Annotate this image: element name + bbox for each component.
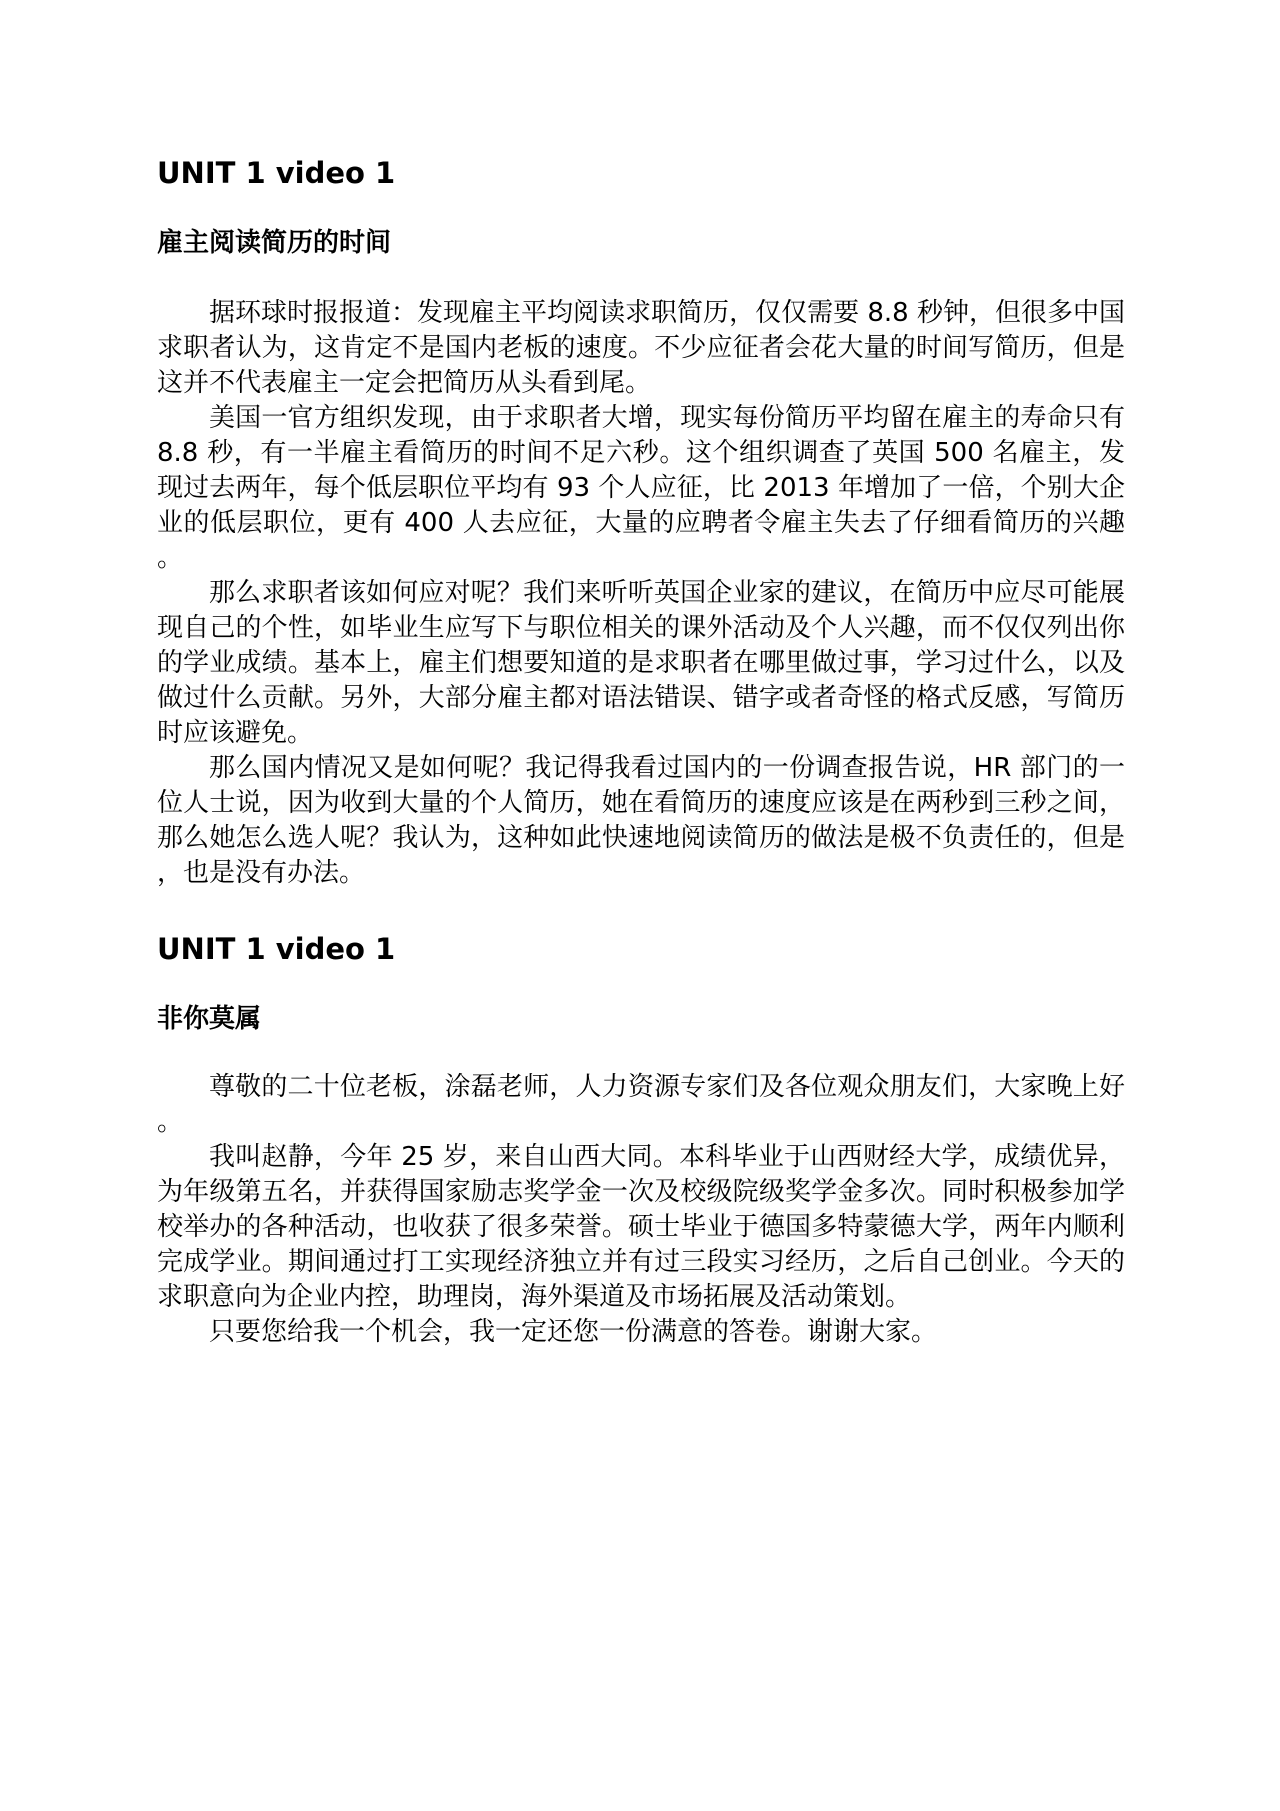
paragraph: 我叫赵静，今年 25 岁，来自山西大同。本科毕业于山西财经大学，成绩优异，为年级第五名，并获得国家励志奖学金一次及校级院级奖学金多次。同时积极参加学校举办的各种活动，也收获了很多荣誉。硕士毕业于德国多特蒙德大学，两年内顺利完成学业。期间通过打工实现经济独立并有过三段实习经历，之后自己创业。今天的求职意向为企业内控，助理岗，海外渠道及市场拓展及活动策划。 [157,1142,1125,1312]
paragraph: 据环球时报报道：发现雇主平均阅读求职简历，仅仅需要 8.8 秒钟，但很多中国求职者认为，这肯定不是国内老板的速度。不少应征者会花大量的时间写简历，但是这并不代表雇主一定会把简历从头看到尾。 [157,298,1125,398]
paragraph: 美国一官方组织发现，由于求职者大增，现实每份简历平均留在雇主的寿命只有 8.8 秒，有一半雇主看简历的时间不足六秒。这个组织调查了英国 500 名雇主，发现过去两年，每个低层职位平均有 93 个人应征，比 2013 年增加了一倍，个别大企业的低层职位，更有 400 人去应征，大量的应聘者令雇主失去了仔细看简历的兴趣。 [157,403,1126,573]
article-title: 雇主阅读简历的时间 [157,228,392,258]
paragraph: 只要您给我一个机会，我一定还您一份满意的答卷。谢谢大家。 [209,1317,938,1347]
article-body [157,296,1125,891]
article-body [157,1070,1125,1350]
section-heading: UNIT 1 video 1 [157,932,396,966]
paragraph: 那么求职者该如何应对呢？我们来听听英国企业家的建议，在简历中应尽可能展现自己的个性，如毕业生应写下与职位相关的课外活动及个人兴趣，而不仅仅列出你的学业成绩。基本上，雇主们想要知道的是求职者在哪里做过事，学习过什么，以及做过什么贡献。另外，大部分雇主都对语法错误、错字或者奇怪的格式反感，写简历时应该避免。 [157,578,1125,748]
article-title: 非你莫属 [157,1004,262,1034]
section-heading: UNIT 1 video 1 [157,156,396,190]
paragraph: 尊敬的二十位老板，涂磊老师，人力资源专家们及各位观众朋友们，大家晚上好。 [157,1072,1125,1137]
paragraph: 那么国内情况又是如何呢？我记得我看过国内的一份调查报告说，HR 部门的一位人士说，因为收到大量的个人简历，她在看简历的速度应该是在两秒到三秒之间，那么她怎么选人呢？我认为，这种如此快速地阅读简历的做法是极不负责任的，但是，也是没有办法。 [157,753,1125,888]
